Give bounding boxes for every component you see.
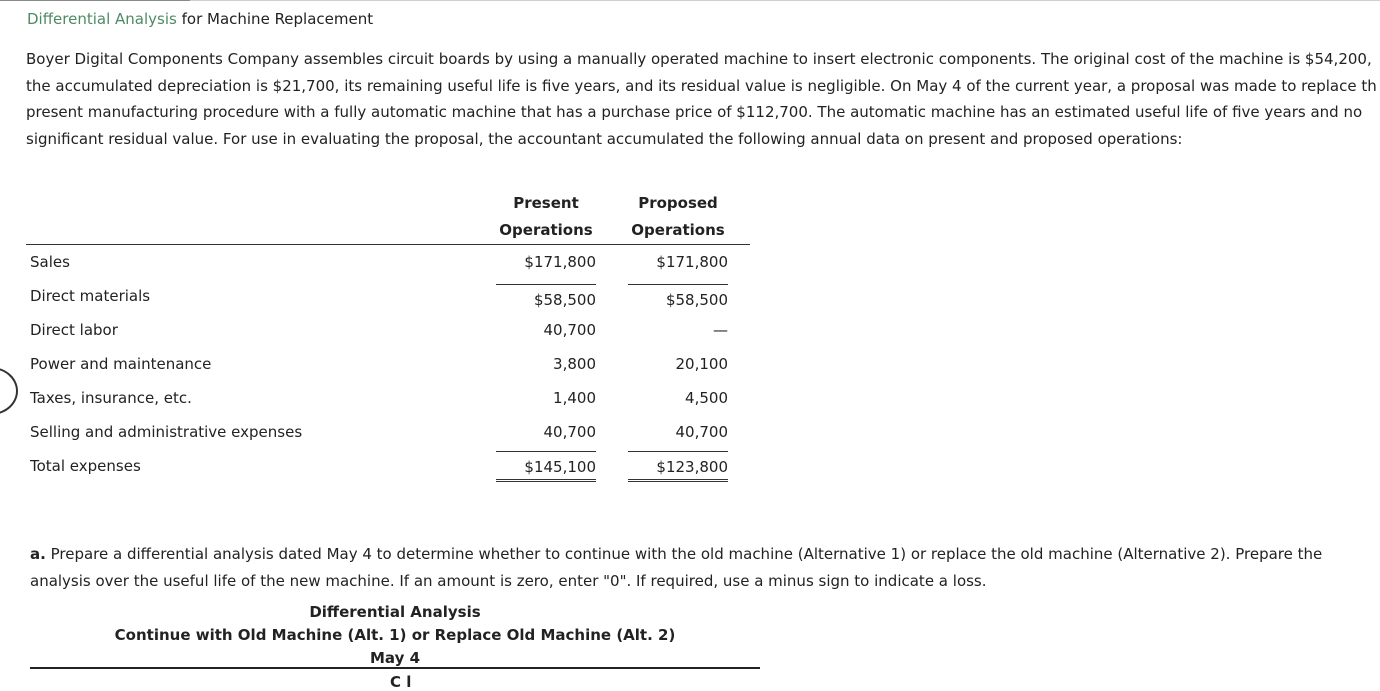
problem-intro — [26, 46, 1377, 152]
proposed-value: — — [713, 321, 728, 339]
intro-line: present manufacturing procedure with a fully automatic machine that has a purchase price of $112,700. The automatic machine has an estimated useful life of five years and no — [26, 103, 1363, 121]
proposed-value: $58,500 — [628, 279, 728, 313]
header-present-line2: Operations — [499, 221, 593, 239]
spacer — [596, 188, 628, 245]
header-proposed-line2: Operations — [631, 221, 725, 239]
present-value: 40,700 — [543, 321, 596, 339]
proposed-value: 40,700 — [675, 423, 728, 441]
proposed-value: 4,500 — [685, 389, 728, 407]
table-header-row — [26, 188, 750, 245]
row-label: Selling and administrative expenses — [30, 423, 303, 441]
present-value: 3,800 — [553, 355, 596, 373]
table-row — [26, 245, 750, 280]
top-border-accent — [0, 0, 190, 1]
table-row — [26, 313, 750, 347]
row-label: Power and maintenance — [30, 355, 212, 373]
table-row — [26, 381, 750, 415]
part-a-line1: Prepare a differential analysis dated May 4 to determine whether to continue with the old machine (Alternative 1) or replace the old machine (Alternative 2). Prepare the — [45, 545, 1323, 563]
table-row — [26, 347, 750, 381]
top-border — [0, 0, 1380, 1]
analysis-subtitle: Continue with Old Machine (Alt. 1) or Replace Old Machine (Alt. 2) — [114, 626, 676, 644]
proposed-value: 20,100 — [675, 355, 728, 373]
present-value: 40,700 — [543, 423, 596, 441]
present-value: $171,800 — [524, 253, 596, 271]
intro-line: Boyer Digital Components Company assembles circuit boards by using a manually operated machine to insert electronic components. The original cost of the machine is $54,200, — [26, 50, 1372, 68]
analysis-date: May 4 — [369, 649, 421, 667]
row-label: Taxes, insurance, etc. — [30, 389, 192, 407]
page-title — [27, 10, 373, 28]
header-proposed-line1: Proposed — [638, 194, 718, 212]
proposed-total: $123,800 — [628, 449, 728, 483]
analysis-title: Differential Analysis — [309, 603, 481, 621]
operations-table — [26, 188, 750, 483]
page-title-rest: for Machine Replacement — [176, 10, 374, 28]
row-label: Direct materials — [30, 287, 151, 305]
analysis-divider — [30, 667, 760, 669]
row-label: Direct labor — [30, 321, 118, 339]
present-value: 1,400 — [553, 389, 596, 407]
table-row — [26, 415, 750, 449]
intro-line: the accumulated depreciation is $21,700, its remaining useful life is five years, and its residual value is negligible. On May 4 of the current year, a proposal was made to replace th — [26, 76, 1377, 95]
table-row — [26, 279, 750, 313]
present-value: $58,500 — [496, 279, 596, 313]
analysis-heading — [30, 601, 760, 670]
part-a-line2: analysis over the useful life of the new machine. If an amount is zero, enter "0". If required, use a minus sign to indicate a loss. — [30, 572, 987, 590]
analysis-next-heading: C l — [390, 673, 412, 691]
proposed-value: $171,800 — [656, 253, 728, 271]
header-present — [496, 188, 596, 245]
table-row-total — [26, 449, 750, 483]
intro-line: significant residual value. For use in evaluating the proposal, the accountant accumulated the following annual data on present and proposed operations: — [26, 129, 1183, 148]
header-proposed — [628, 188, 728, 245]
part-a-marker: a. — [30, 545, 46, 563]
header-blank — [26, 188, 464, 245]
header-present-line1: Present — [513, 194, 579, 212]
row-label: Sales — [30, 253, 70, 271]
glossary-link[interactable]: Differential Analysis — [27, 10, 177, 28]
spacer — [464, 188, 496, 245]
part-a-instructions — [30, 541, 1360, 595]
side-handle[interactable] — [0, 367, 18, 415]
spacer — [728, 188, 750, 245]
row-label: Total expenses — [30, 457, 141, 475]
present-total: $145,100 — [496, 449, 596, 483]
